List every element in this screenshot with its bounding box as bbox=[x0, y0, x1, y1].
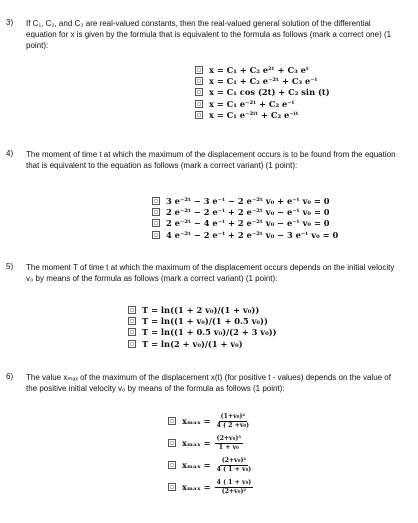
numerator: (2+v₀)² bbox=[221, 456, 247, 464]
checkbox[interactable] bbox=[152, 231, 160, 239]
option-1[interactable] bbox=[168, 410, 253, 432]
fraction bbox=[215, 479, 254, 496]
option-1[interactable] bbox=[195, 64, 330, 75]
option-formula: T = ln((1 + 0.5 v₀)/(2 + 3 v₀)) bbox=[142, 327, 277, 338]
checkbox[interactable] bbox=[195, 88, 203, 96]
checkbox[interactable] bbox=[128, 340, 136, 348]
question-text: The moment T of time t at which the maximum of the displacement occurs depends on the initial velocity v₀ by means of the formula as follows (mark a correct variant) (1 point): bbox=[26, 263, 395, 284]
option-formula: 3 e⁻²ᵗ − 3 e⁻ᵗ − 2 e⁻²ᵗ v₀ + e⁻ᵗ v₀ = 0 bbox=[166, 195, 330, 206]
numerator: 4 ( 1 + v₀) bbox=[216, 478, 252, 486]
options-list bbox=[168, 410, 253, 498]
denominator: (2+v₀)² bbox=[221, 487, 247, 495]
checkbox[interactable] bbox=[152, 197, 160, 205]
option-5[interactable] bbox=[195, 110, 330, 121]
option-formula: x = C₁ + C₂ e²ᵗ + C₃ eᵗ bbox=[209, 64, 309, 75]
option-formula: x = C₁ e⁻²ᵗ + C₂ e⁻ᵗ bbox=[209, 98, 295, 109]
question-number: 5) bbox=[6, 262, 14, 271]
denominator: 4 ( 1 + v₀) bbox=[216, 465, 252, 473]
option-formula: 4 e⁻²ᵗ − 2 e⁻ᵗ + 2 e⁻²ᵗ v₀ − 3 e⁻ᵗ v₀ = 0 bbox=[166, 229, 339, 240]
question-text: The value xₘₐₓ of the maximum of the displacement x(t) (for positive t - values) depends on the value of the positive initial velocity v₀ by means of the formula as follows (1 point): bbox=[26, 373, 391, 394]
option-4[interactable] bbox=[128, 338, 277, 349]
checkbox[interactable] bbox=[168, 439, 176, 447]
question-number: 4) bbox=[6, 149, 14, 158]
option-formula: T = ln((1 + 2 v₀)/(1 + v₀)) bbox=[142, 304, 260, 315]
option-4[interactable] bbox=[168, 476, 253, 498]
xmax-label: xₘₐₓ = bbox=[182, 460, 211, 470]
denominator: 1 + v₀ bbox=[218, 443, 239, 451]
option-3[interactable] bbox=[128, 327, 277, 338]
numerator: (2+v₀)³ bbox=[216, 434, 242, 442]
option-2[interactable] bbox=[168, 432, 253, 454]
option-formula: 2 e⁻²ᵗ − 4 e⁻ᵗ + 2 e⁻²ᵗ v₀ − e⁻ᵗ v₀ = 0 bbox=[166, 218, 330, 229]
option-formula: 2 e⁻²ᵗ − 2 e⁻ᵗ + 2 e⁻²ᵗ v₀ − e⁻ᵗ v₀ = 0 bbox=[166, 207, 330, 218]
option-3[interactable] bbox=[152, 218, 338, 229]
checkbox[interactable] bbox=[168, 417, 176, 425]
option-3[interactable] bbox=[195, 87, 330, 98]
checkbox[interactable] bbox=[152, 208, 160, 216]
options-list bbox=[128, 304, 277, 350]
option-formula: T = ln(2 + v₀)/(1 + v₀) bbox=[142, 338, 243, 349]
checkbox[interactable] bbox=[195, 100, 203, 108]
question-text: The moment of time t at which the maximum of the displacement occurs is to be found from the equation that is equivalent to the equation as follows (mark a correct variant) (1 point): bbox=[26, 150, 396, 171]
question-number: 3) bbox=[6, 18, 14, 27]
option-3[interactable] bbox=[168, 454, 253, 476]
option-formula: x = C₁ + C₂ e⁻²ᵗ + C₃ e⁻ᵗ bbox=[209, 76, 318, 87]
xmax-label: xₘₐₓ = bbox=[182, 416, 211, 426]
checkbox[interactable] bbox=[128, 317, 136, 325]
checkbox[interactable] bbox=[128, 306, 136, 314]
checkbox[interactable] bbox=[195, 77, 203, 85]
option-formula: x = C₁ cos (2t) + C₂ sin (t) bbox=[209, 87, 330, 98]
option-4[interactable] bbox=[195, 98, 330, 109]
option-1[interactable] bbox=[128, 304, 277, 315]
numerator: (1+v₀)² bbox=[220, 412, 246, 420]
checkbox[interactable] bbox=[195, 111, 203, 119]
option-2[interactable] bbox=[128, 315, 277, 326]
fraction bbox=[215, 457, 254, 474]
checkbox[interactable] bbox=[195, 66, 203, 74]
option-4[interactable] bbox=[152, 229, 338, 240]
checkbox[interactable] bbox=[128, 328, 136, 336]
option-formula: T = ln((1 + v₀)/(1 + 0.5 v₀)) bbox=[142, 316, 268, 327]
checkbox[interactable] bbox=[152, 219, 160, 227]
fraction bbox=[215, 435, 243, 452]
option-1[interactable] bbox=[152, 195, 338, 206]
checkbox[interactable] bbox=[168, 483, 176, 491]
xmax-label: xₘₐₓ = bbox=[182, 482, 211, 492]
option-formula: x = C₁ e⁻²ⁱᵗ + C₂ e⁻ⁱᵗ bbox=[209, 110, 299, 121]
question-number: 6) bbox=[6, 372, 14, 381]
option-2[interactable] bbox=[195, 75, 330, 86]
denominator: 4 ( 2 +v₀) bbox=[216, 421, 250, 429]
options-list bbox=[195, 64, 330, 121]
question-text: If C₁, C₂, and C₃ are real-valued constants, then the real-valued general solution of the differential equation for x is given by the formula that is equivalent to the formula as follows (mark a correct one) (1 point): bbox=[26, 19, 392, 51]
checkbox[interactable] bbox=[168, 461, 176, 469]
xmax-label: xₘₐₓ = bbox=[182, 438, 211, 448]
fraction bbox=[215, 413, 251, 430]
options-list bbox=[152, 195, 338, 241]
option-2[interactable] bbox=[152, 206, 338, 217]
